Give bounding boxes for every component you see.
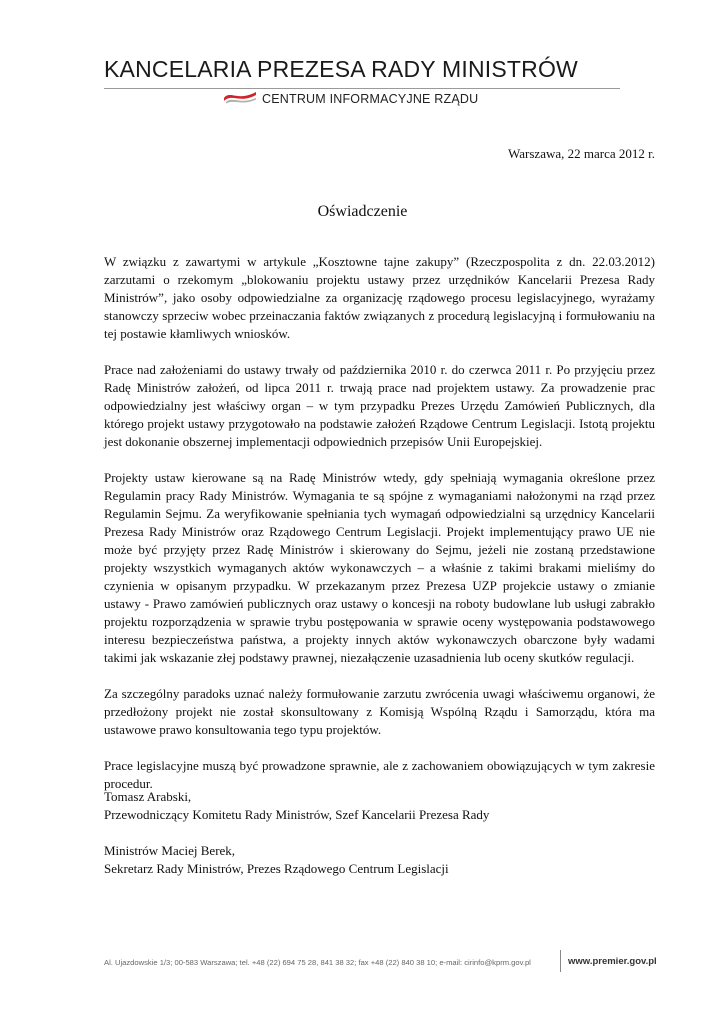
paragraph: Prace legislacyjne muszą być prowadzone sprawnie, ale z zachowaniem obowiązujących w tym zakresie procedur. <box>104 758 655 791</box>
signatory <box>104 788 655 824</box>
paragraph: Projekty ustaw kierowane są na Radę Ministrów wtedy, gdy spełniają wymagania określone przez Regulamin pracy Rady Ministrów. Wymagania te są spójne z wymaganiami nałożonymi na rząd przez Regulamin Sejmu. Za weryfikowanie spełniania tych wymagań odpowiedzialni są urzędnicy Kancelarii Prezesa Rady Ministrów oraz Rządowego Centrum Legislacji. Projekt implementujący prawo UE nie może być przyjęty przez Radę Ministrów i skierowany do Sejmu, jeżeli nie zostaną przedstawione projekty wszystkich wymaganych aktów wykonawczych – a właśnie z takimi brakami mieliśmy do czynienia w opisanym przypadku. W przekazanym przez Prezesa UZP projekcie ustawy o zmianie ustawy - Prawo zamówień publicznych oraz ustawy o koncesji na roboty budowlane lub usługi zabrakło projektu rozporządzenia w sprawie trybu postępowania w sprawie oceny występowania podstawowego interesu bezpieczeństwa państwa, a projekty innych aktów wykonawczych obarczone były wadami takimi jak wskazanie złej podstawy prawnej, niezałączenie uzasadnienia lub oceny skutków regulacji. <box>104 470 655 665</box>
document-date: Warszawa, 22 marca 2012 r. <box>508 146 655 161</box>
document-title: Oświadczenie <box>317 203 408 220</box>
footer-address: Al. Ujazdowskie 1/3; 00-583 Warszawa; tel. +48 (22) 694 75 28, 841 38 32; fax +48 (22) 840 38 10; e-mail: cirinfo@kprm.gov.pl <box>104 958 531 967</box>
signatory-role: Sekretarz Rady Ministrów, Prezes Rządowego Centrum Legislacji <box>104 861 449 876</box>
header-subtitle: CENTRUM INFORMACYJNE RZĄDU <box>262 92 479 106</box>
signature-block <box>104 788 655 896</box>
document-body <box>104 253 655 811</box>
footer-website-link[interactable]: www.premier.gov.pl <box>568 956 657 967</box>
signatory-name: Tomasz Arabski, <box>104 789 192 804</box>
header-title: KANCELARIA PREZESA RADY MINISTRÓW <box>104 56 578 82</box>
paragraph: Za szczególny paradoks uznać należy formułowanie zarzutu zwrócenia uwagi właściwemu organowi, że przedłożony projekt nie został skonsultowany z Komisją Wspólną Rządu i Samorządu, która ma ustawowe prawo konsultowania tego typu projektów. <box>104 686 655 737</box>
footer-divider <box>560 950 561 972</box>
paragraph: W związku z zawartymi w artykule „Kosztowne tajne zakupy” (Rzeczpospolita z dn. 22.03.2012) zarzutami o rzekomym „blokowaniu projektu ustawy przez urzędników Kancelarii Prezesa Rady Ministrów”, jako osoby odpowiedzialne za organizację rządowego procesu legislacyjnego, wyrażamy stanowczy sprzeciw wobec przeinaczania faktów związanych z procedurą legislacyjną i formułowaniu na tej postawie kłamliwych wniosków. <box>104 254 655 341</box>
signatory <box>104 842 655 878</box>
flag-wave-icon <box>222 86 258 106</box>
header-divider <box>104 88 620 89</box>
paragraph: Prace nad założeniami do ustawy trwały od października 2010 r. do czerwca 2011 r. Po przyjęciu przez Radę Ministrów założeń, od lipca 2011 r. trwają prace nad projektem ustawy. Za prowadzenie prac odpowiedzialny jest właściwy organ – w tym przypadku Prezes Urzędu Zamówień Publicznych, dla którego projekt ustawy przygotowało na podstawie założeń Rządowe Centrum Legislacji. Istotą projektu jest dokonanie obszernej implementacji odpowiednich przepisów Unii Europejskiej. <box>104 362 655 449</box>
signatory-role: Przewodniczący Komitetu Rady Ministrów, Szef Kancelarii Prezesa Rady <box>104 807 490 822</box>
signatory-name: Ministrów Maciej Berek, <box>104 843 236 858</box>
